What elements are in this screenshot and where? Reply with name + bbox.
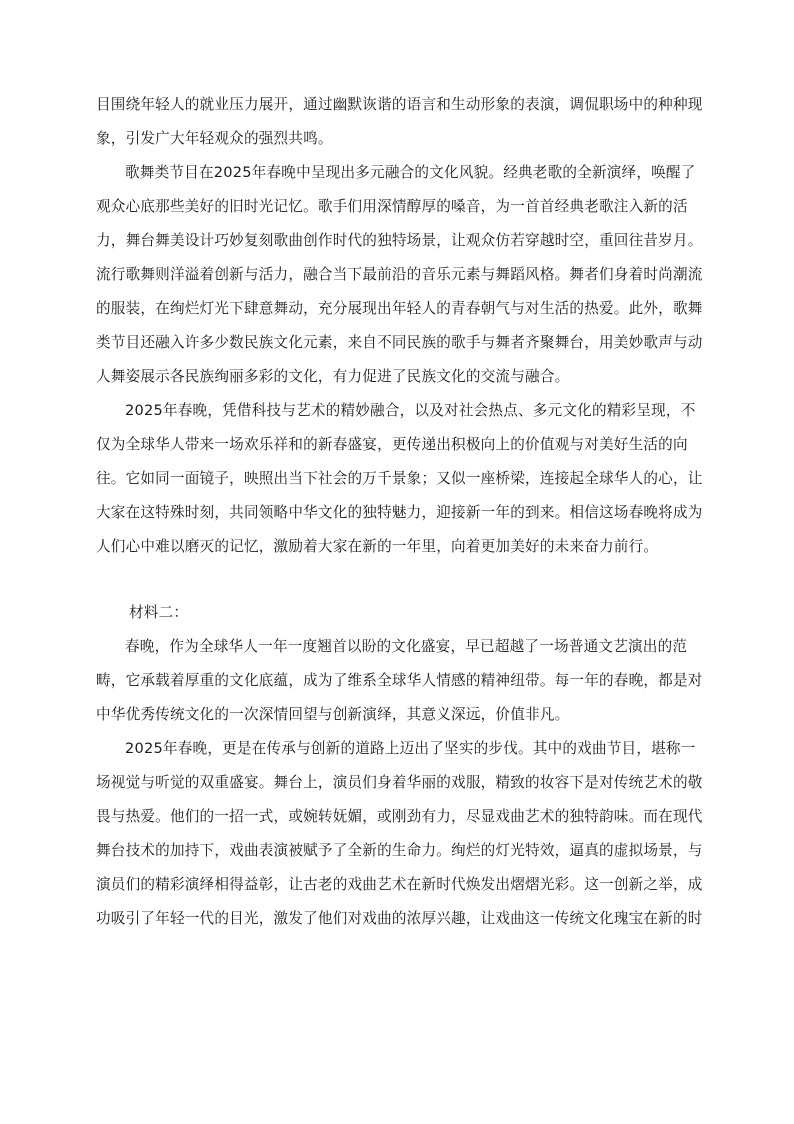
text-line: 观众心底那些美好的旧时光记忆。歌手们用深情醇厚的嗓音，为一首首经典老歌注入新的活	[96, 198, 688, 215]
paragraph-summary	[96, 394, 703, 564]
material-heading: 材料二：	[129, 604, 189, 621]
paragraph-material-two-intro	[96, 630, 703, 732]
section-gap	[96, 564, 698, 596]
paragraph-comedy-end	[96, 88, 703, 156]
text-line: 场视觉与听觉的双重盛宴。舞台上，演员们身着华丽的戏服，精致的妆容下是对传统艺术的敬	[96, 774, 703, 791]
text-line: 歌舞类节目在2025年春晚中呈现出多元融合的文化风貌。经典老歌的全新演绎，唤醒了	[125, 164, 696, 181]
document-page	[96, 88, 703, 936]
text-line: 人舞姿展示各民族绚丽多彩的文化，有力促进了民族文化的交流与融合。	[96, 368, 570, 385]
text-line: 类节目还融入许多少数民族文化元素，来自不同民族的歌手与舞者齐聚舞台，用美妙歌声与动	[96, 334, 703, 351]
paragraph-opera	[96, 732, 703, 936]
text-line: 目围绕年轻人的就业压力展开，通过幽默诙谐的语言和生动形象的表演，调侃职场中的种种现	[96, 96, 703, 113]
text-line: 春晚，作为全球华人一年一度翘首以盼的文化盛宴，早已超越了一场普通文艺演出的范	[125, 638, 688, 655]
text-line: 人们心中难以磨灭的记忆，激励着大家在新的一年里，向着更加美好的未来奋力前行。	[96, 538, 659, 555]
text-line: 畴，它承载着厚重的文化底蕴，成为了维系全球华人情感的精神纽带。每一年的春晚，都是对	[96, 672, 703, 689]
text-line: 中华优秀传统文化的一次深情回望与创新演绎，其意义深远，价值非凡。	[96, 706, 570, 723]
text-line: 往。它如同一面镜子，映照出当下社会的万千景象；又似一座桥梁，连接起全球华人的心，让	[96, 470, 703, 487]
text-line: 仅为全球华人带来一场欢乐祥和的新春盛宴，更传递出积极向上的价值观与对美好生活的向	[96, 436, 688, 453]
text-line: 舞台技术的加持下，戏曲表演被赋予了全新的生命力。绚烂的灯光特效，逼真的虚拟场景，与	[96, 842, 703, 859]
text-line: 力，舞台舞美设计巧妙复刻歌曲创作时代的独特场景，让观众仿若穿越时空，重回往昔岁月。	[96, 232, 703, 249]
text-line: 的服装，在绚烂灯光下肆意舞动，充分展现出年轻人的青春朝气与对生活的热爱。此外，歌舞	[96, 300, 703, 317]
text-line: 2025年春晚，更是在传承与创新的道路上迈出了坚实的步伐。其中的戏曲节目，堪称一	[125, 740, 696, 757]
text-line: 2025年春晚，凭借科技与艺术的精妙融合，以及对社会热点、多元文化的精彩呈现，不	[125, 402, 696, 419]
text-line: 演员们的精彩演绎相得益彰，让古老的戏曲艺术在新时代焕发出熠熠光彩。这一创新之举，成	[96, 876, 703, 893]
text-line: 畏与热爱。他们的一招一式，或婉转妩媚，或刚劲有力，尽显戏曲艺术的独特韵味。而在现代	[96, 808, 703, 825]
text-line: 象，引发广大年轻观众的强烈共鸣。	[96, 130, 333, 147]
text-line: 大家在这特殊时刻，共同领略中华文化的独特魅力，迎接新一年的到来。相信这场春晚将成为	[96, 504, 703, 521]
text-line: 功吸引了年轻一代的目光，激发了他们对戏曲的浓厚兴趣，让戏曲这一传统文化瑰宝在新的时	[96, 910, 703, 927]
paragraph-song-dance	[96, 156, 703, 394]
text-line: 流行歌舞则洋溢着创新与活力，融合当下最前沿的音乐元素与舞蹈风格。舞者们身着时尚潮流	[96, 266, 703, 283]
